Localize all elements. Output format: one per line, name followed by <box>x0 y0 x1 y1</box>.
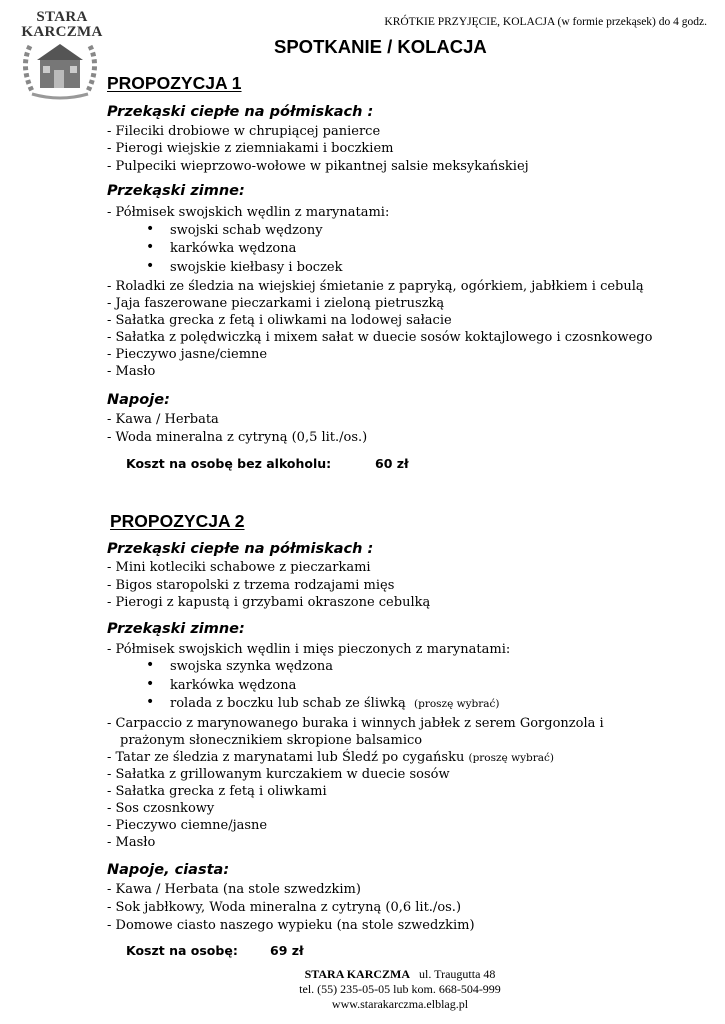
choose-note: (proszę wybrać) <box>414 698 500 710</box>
p1-cold-item: - Pieczywo jasne/ciemne <box>107 347 268 362</box>
p1-hot-item: - Pulpeciki wieprzowo-wołowe w pikantnej salsie meksykańskiej <box>107 159 529 174</box>
proposal-1-title: PROPOZYCJA 1 <box>107 73 242 93</box>
p2-cold-item: - Sałatka z grillowanym kurczakiem w duecie sosów <box>107 767 450 782</box>
p2-cold-item: - Masło <box>107 835 156 850</box>
footer-name: STARA KARCZMA <box>304 967 411 981</box>
p1-hot-item: - Fileciki drobiowe w chrupiącej panierce <box>107 124 381 139</box>
p1-cold-heading: Przekąski zimne: <box>107 183 245 199</box>
p1-cold-intro: - Półmisek swojskich wędlin z marynatami: <box>107 205 390 220</box>
header-note: KRÓTKIE PRZYJĘCIE, KOLACJA (w formie przekąsek) do 4 godz. <box>384 16 707 28</box>
p1-cost-label: Koszt na osobę bez alkoholu: <box>126 456 332 471</box>
page-title: SPOTKANIE / KOLACJA <box>274 36 487 57</box>
p2-cold-bullet: • swojska szynka wędzona <box>146 657 334 674</box>
p2-cold-item: - Pieczywo ciemne/jasne <box>107 818 268 833</box>
p2-cold-item: - Sałatka grecka z fetą i oliwkami <box>107 784 327 799</box>
p2-cost-value: 69 zł <box>270 943 304 958</box>
p2-cold-item: - Carpaccio z marynowanego buraka i winnych jabłek z serem Gorgonzola i <box>107 716 604 731</box>
p1-cold-bullet: • swojski schab wędzony <box>146 221 323 238</box>
p2-drink-item: - Sok jabłkowy, Woda mineralna z cytryną (0,6 lit./os.) <box>107 900 462 915</box>
p1-cold-bullet: • karkówka wędzona <box>146 239 297 256</box>
p1-cold-item: - Sałatka grecka z fetą i oliwkami na lodowej sałacie <box>107 313 452 328</box>
p1-cold-item: - Sałatka z polędwiczką i mixem sałat w duecie sosów koktajlowego i czosnkowego <box>107 330 653 345</box>
p1-drink-item: - Woda mineralna z cytryną (0,5 lit./os.) <box>107 430 368 445</box>
p2-cold-item-cont: prażonym słonecznikiem skropione balsamico <box>120 733 423 748</box>
p2-cost-label: Koszt na osobę: <box>126 943 238 958</box>
p2-drink-item: - Kawa / Herbata (na stole szwedzkim) <box>107 882 361 897</box>
p2-drink-item: - Domowe ciasto naszego wypieku (na stole szwedzkim) <box>107 918 475 933</box>
p1-cold-item: - Masło <box>107 364 156 379</box>
p2-cold-item: - Tatar ze śledzia z marynatami lub Śledź po cygańsku (proszę wybrać) <box>107 750 554 765</box>
p1-cold-item: - Roladki ze śledzia na wiejskiej śmietanie z papryką, ogórkiem, jabłkiem i cebulą <box>107 279 644 294</box>
p1-cold-bullet: • swojskie kiełbasy i boczek <box>146 258 343 275</box>
p2-cold-item: - Sos czosnkowy <box>107 801 215 816</box>
choose-note: (proszę wybrać) <box>468 752 554 764</box>
p2-cold-bullet: • karkówka wędzona <box>146 676 297 693</box>
p1-cost-value: 60 zł <box>375 456 409 471</box>
p2-hot-item: - Bigos staropolski z trzema rodzajami mięs <box>107 578 395 593</box>
p2-drinks-heading: Napoje, ciasta: <box>107 862 230 878</box>
p2-hot-item: - Pierogi z kapustą i grzybami okraszone cebulką <box>107 595 431 610</box>
logo-text: STARA KARCZMA <box>21 9 103 40</box>
footer <box>250 967 550 1012</box>
p1-drink-item: - Kawa / Herbata <box>107 412 219 427</box>
p2-cold-intro: - Półmisek swojskich wędlin i mięs pieczonych z marynatami: <box>107 642 511 657</box>
footer-phone: tel. (55) 235-05-05 lub kom. 668-504-999 <box>299 982 501 996</box>
p2-hot-item: - Mini kotleciki schabowe z pieczarkami <box>107 560 371 575</box>
p1-cold-item: - Jaja faszerowane pieczarkami i zieloną pietruszką <box>107 296 445 311</box>
p2-hot-heading: Przekąski ciepłe na półmiskach : <box>107 541 374 557</box>
footer-address: ul. Traugutta 48 <box>419 967 496 981</box>
p1-hot-heading: Przekąski ciepłe na półmiskach : <box>107 104 374 120</box>
proposal-2-title: PROPOZYCJA 2 <box>110 511 245 531</box>
footer-web[interactable]: www.starakarczma.elblag.pl <box>331 997 469 1011</box>
p1-hot-item: - Pierogi wiejskie z ziemniakami i boczkiem <box>107 141 394 156</box>
p1-drinks-heading: Napoje: <box>107 392 170 408</box>
p2-cold-heading: Przekąski zimne: <box>107 621 245 637</box>
p2-cold-bullet: • rolada z boczku lub schab ze śliwką (proszę wybrać) <box>146 694 500 711</box>
